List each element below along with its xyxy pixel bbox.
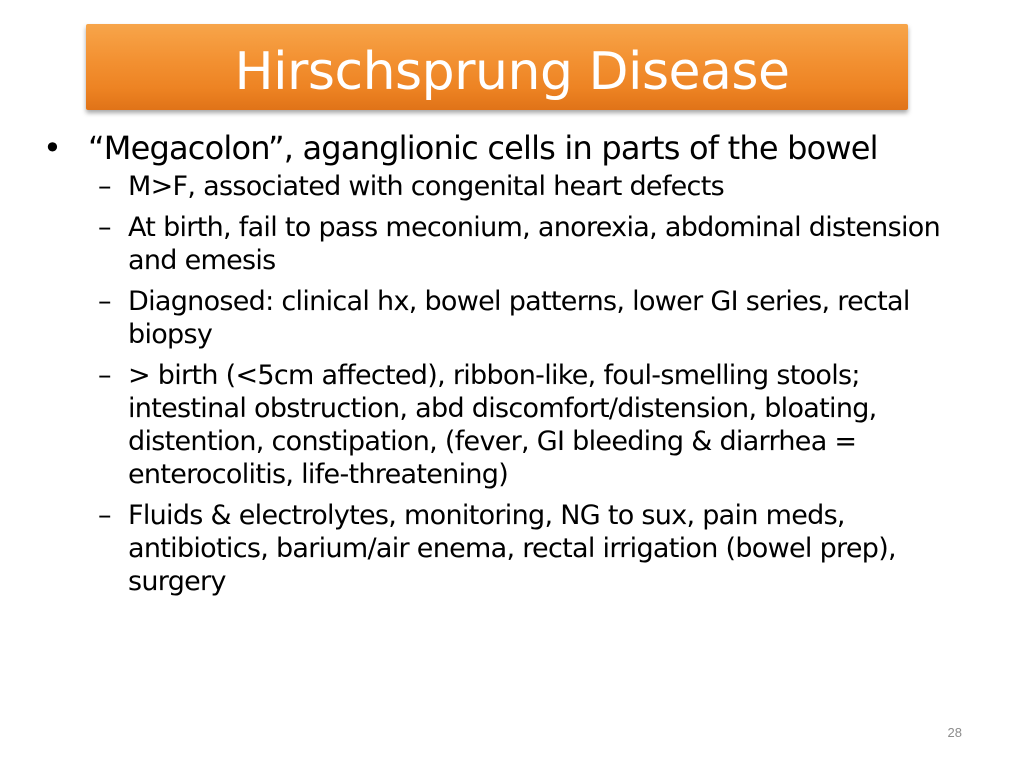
bullet-item [40, 128, 980, 168]
sub-bullet-text: > birth (<5cm affected), ribbon-like, foul-smelling stools; intestinal obstruction, abd discomfort/distension, bloating, distention, constipation, (fever, GI bleeding & diarrhea = enterocolitis, life-threatening) [128, 360, 877, 490]
dash-marker: – [98, 360, 111, 391]
sub-bullet-item [40, 359, 980, 491]
sub-bullet-text: Diagnosed: clinical hx, bowel patterns, lower GI series, rectal biopsy [128, 286, 910, 350]
bullet-text: “Megacolon”, aganglionic cells in parts of the bowel [88, 129, 878, 167]
sub-bullet-text: Fluids & electrolytes, monitoring, NG to sux, pain meds, antibiotics, barium/air enema, rectal irrigation (bowel prep), surgery [128, 500, 896, 597]
bullet-marker: • [42, 129, 62, 167]
sub-bullet-item [40, 211, 980, 277]
dash-marker: – [98, 171, 111, 202]
sub-bullet-list [40, 170, 980, 598]
slide-content [40, 128, 980, 606]
sub-bullet-text: At birth, fail to pass meconium, anorexia, abdominal distension and emesis [128, 212, 940, 276]
dash-marker: – [98, 286, 111, 317]
sub-bullet-item [40, 499, 980, 598]
dash-marker: – [98, 212, 111, 243]
dash-marker: – [98, 500, 111, 531]
slide-title: Hirschsprung Disease [234, 42, 790, 102]
sub-bullet-item [40, 170, 980, 203]
page-number: 28 [947, 725, 962, 740]
sub-bullet-text: M>F, associated with congenital heart defects [128, 171, 724, 202]
sub-bullet-item [40, 285, 980, 351]
